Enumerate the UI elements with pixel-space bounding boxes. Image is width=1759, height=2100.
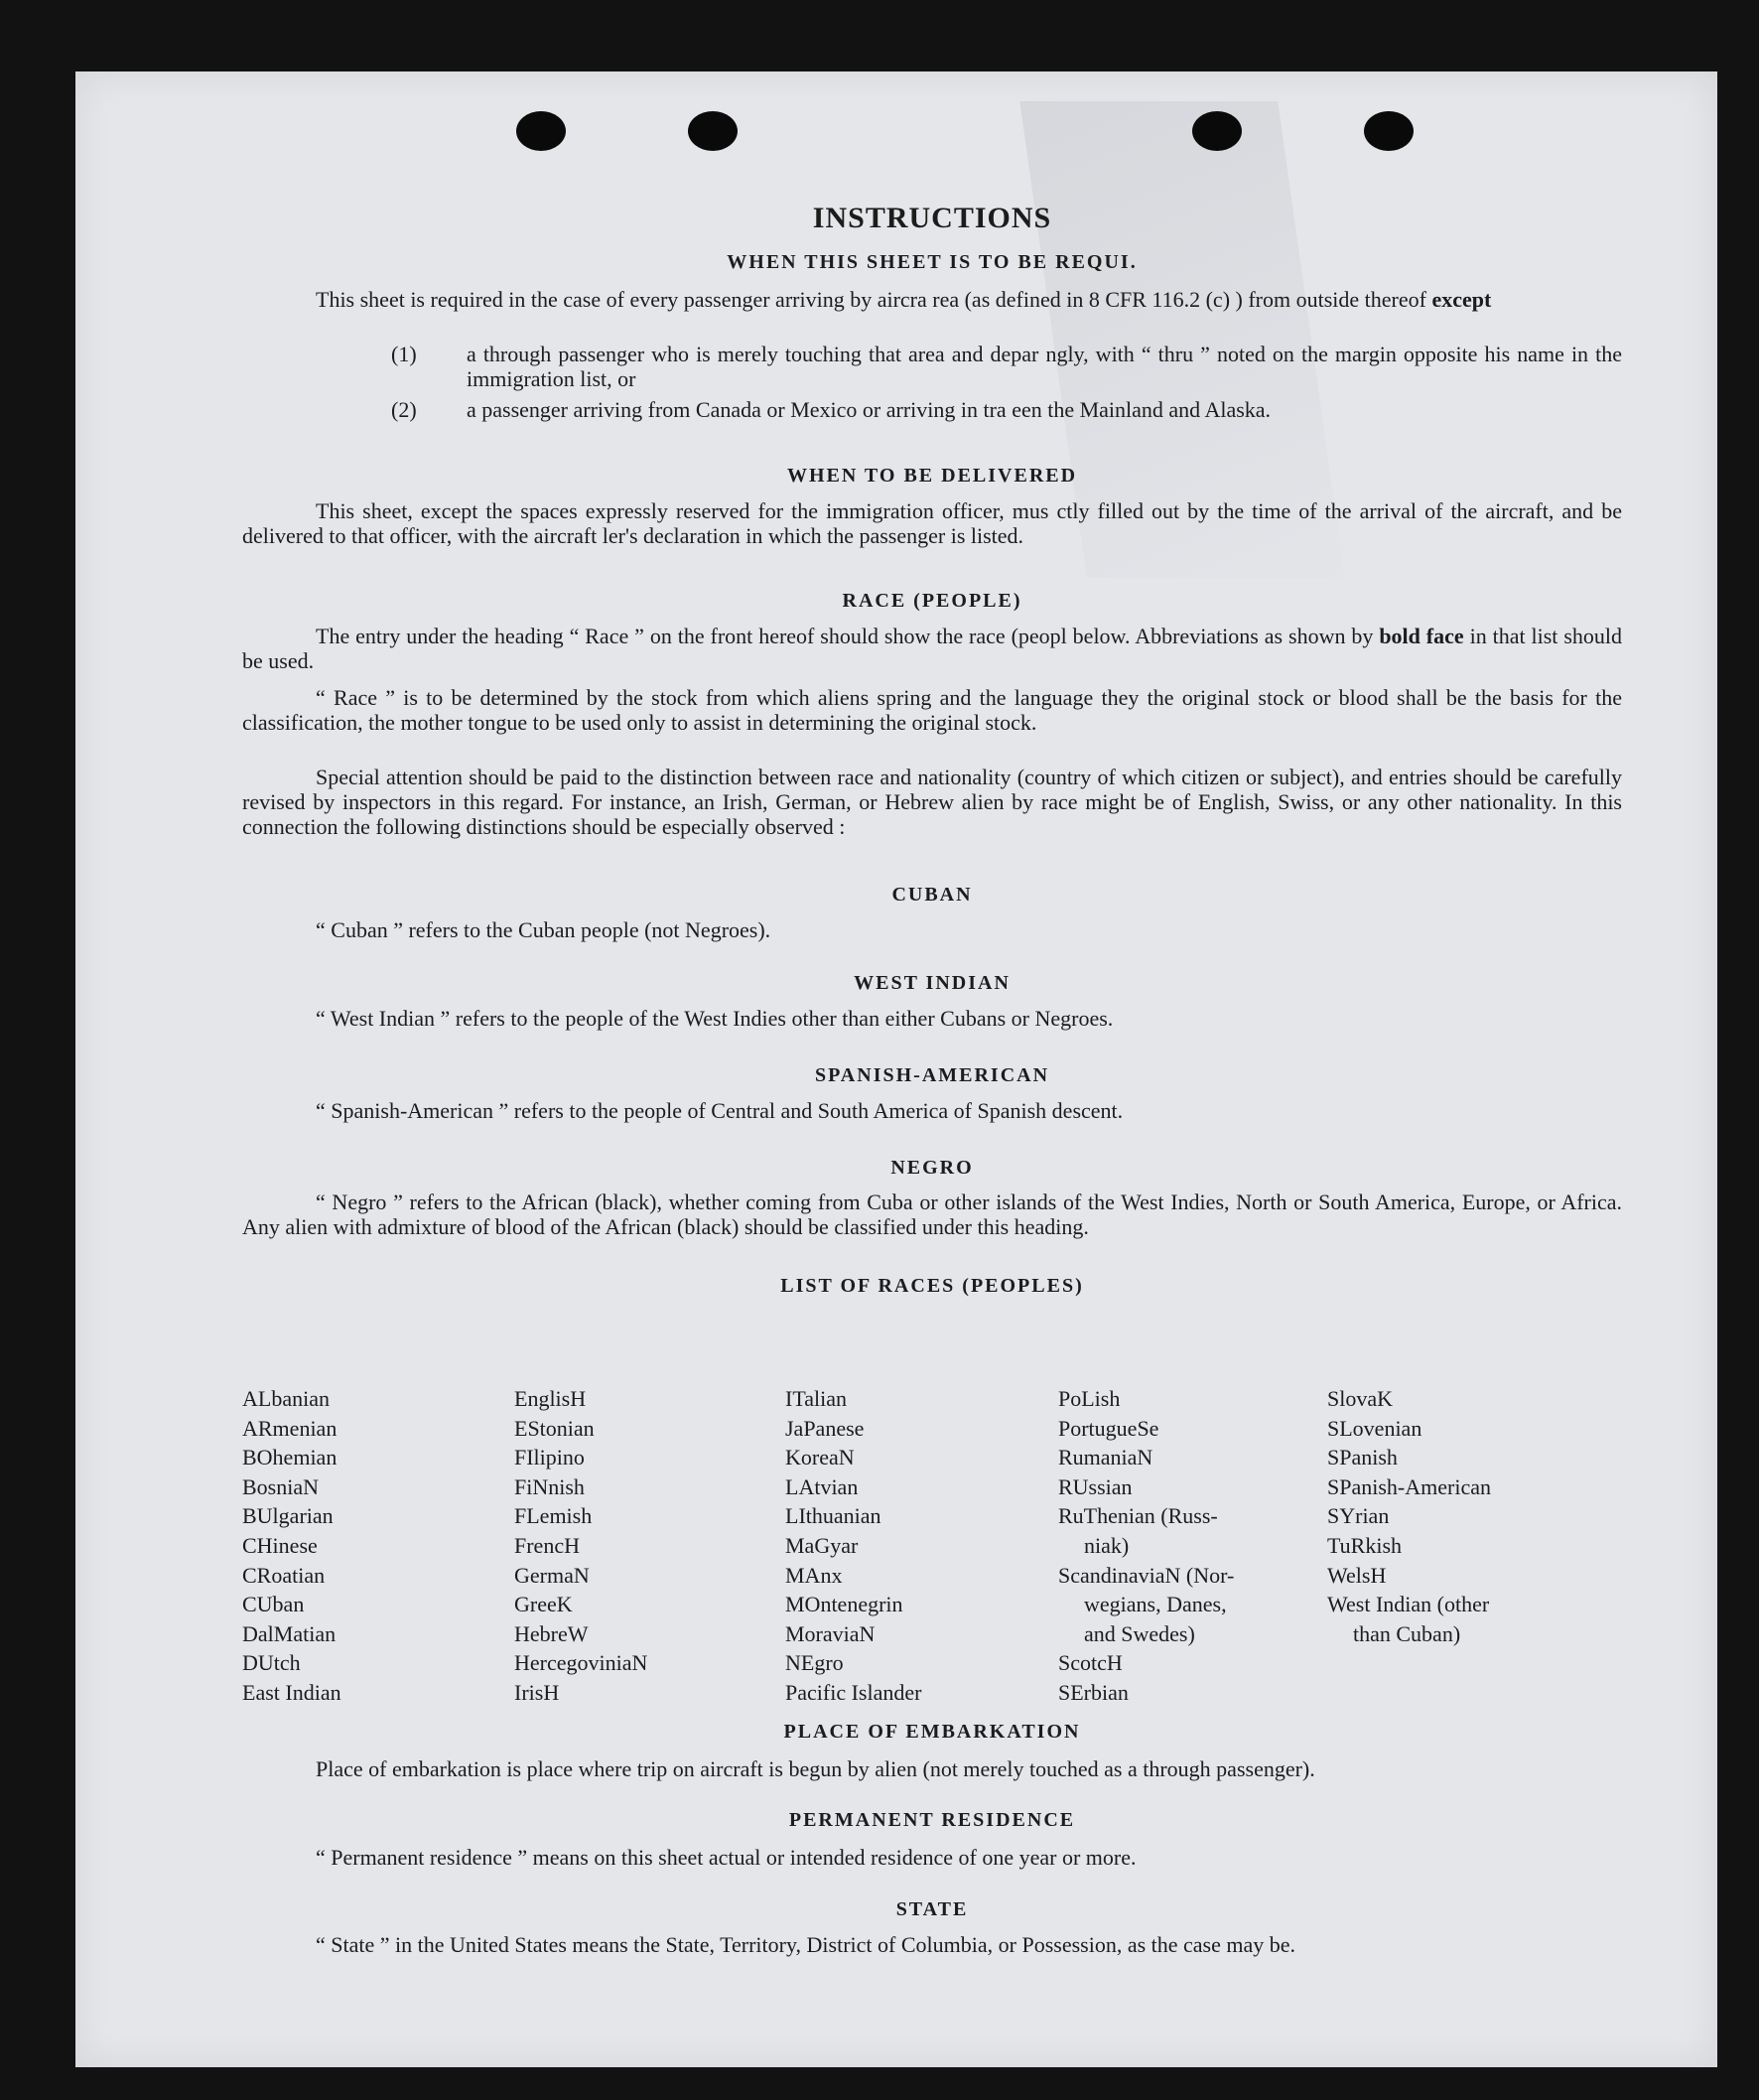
page-title: INSTRUCTIONS [812,202,1052,234]
race-entry: BOhemian [242,1445,338,1470]
state-text: “ State ” in the United States means the State, Territory, District of Columbia, or Possession, as the case may be. [316,1932,1296,1957]
when-required-intro-text: This sheet is required in the case of every passenger arriving by aircra rea (as defined in 8 CFR 116.2 (c) ) from outside thereof [316,287,1426,312]
when-delivered-text: This sheet, except the spaces expressly reserved for the immigration officer, mus ctly filled out by the time of the arrival of the aircraft, and be delivered to that officer, with the aircraft ler's declaration in which the passenger is listed. [242,498,1622,548]
race-entry: CRoatian [242,1562,326,1588]
races-column-5 [1327,1384,1585,1648]
heading-race: RACE (PEOPLE) [842,590,1022,612]
race-entry: ALbanian [242,1386,330,1411]
race-entry: SPanish [1327,1445,1398,1470]
heading-negro: NEGRO [890,1157,974,1179]
negro-text: “ Negro ” refers to the African (black), whether coming from Cuba or other islands of the West Indies, North or South America, Europe, or Africa. Any alien with admixture of blood of the African (black) should be classified under this heading. [242,1190,1622,1239]
race-entry: GreeK [514,1592,573,1617]
when-required-except: except [1431,287,1492,312]
embarkation-text: Place of embarkation is place where trip on aircraft is begun by alien (not merely touched as a through passenger). [316,1756,1315,1781]
race-entry: TuRkish [1327,1532,1403,1558]
race-entry: HebreW [514,1620,589,1646]
cuban-text: “ Cuban ” refers to the Cuban people (not Negroes). [316,917,771,942]
punch-hole-2 [688,111,738,151]
document-page [75,71,1717,2067]
race-p1-bold: bold face [1379,624,1464,648]
race-entry: NEgro [785,1650,844,1676]
race-entry: RumaniaN [1058,1445,1153,1470]
race-entry: GermaN [514,1562,590,1588]
race-paragraph-1 [242,624,1622,673]
punch-hole-3 [1192,111,1242,151]
heading-spanish-american: SPANISH-AMERICAN [814,1064,1050,1086]
race-entry: ScandinaviaN (Nor- [1058,1562,1235,1588]
race-entry-continued: than Cuban) [1353,1620,1461,1646]
heading-permanent-residence: PERMANENT RESIDENCE [788,1809,1076,1831]
race-entry: HercegoviniaN [514,1650,648,1676]
race-entry: ScotcH [1058,1650,1123,1676]
race-entry: East Indian [242,1679,341,1705]
race-entry: DUtch [242,1650,301,1676]
punch-hole-4 [1364,111,1414,151]
race-entry: BosniaN [242,1473,319,1499]
when-required-item-2 [391,397,1622,422]
race-entry: LIthuanian [785,1503,881,1529]
race-p1-end: in that list should be used. [242,624,1623,673]
west-indian-text: “ West Indian ” refers to the people of the West Indies other than either Cubans or Negroes. [316,1006,1114,1031]
spanish-american-text: “ Spanish-American ” refers to the people of Central and South America of Spanish descent. [316,1098,1124,1123]
race-p1-text: The entry under the heading “ Race ” on the front hereof should show the race (peopl below. Abbreviations as shown by [316,624,1374,648]
race-entry: BUlgarian [242,1503,334,1529]
races-column-2 [514,1384,772,1708]
race-entry: RuThenian (Russ- [1058,1503,1218,1529]
heading-when-delivered: WHEN TO BE DELIVERED [786,465,1078,487]
race-entry: EStonian [514,1415,595,1441]
residence-text: “ Permanent residence ” means on this sheet actual or intended residence of one year or more. [316,1845,1137,1870]
item-1-number: (1) [391,342,417,366]
heading-state: STATE [895,1898,969,1920]
race-entry: ITalian [785,1386,847,1411]
race-entry: KoreaN [785,1445,855,1470]
race-entry: WelsH [1327,1562,1387,1588]
when-required-intro [242,287,1622,312]
race-entry: SErbian [1058,1679,1129,1705]
race-entry: FIlipino [514,1445,585,1470]
race-entry: CUban [242,1592,305,1617]
item-2-number: (2) [391,397,417,422]
race-entry: SLovenian [1327,1415,1422,1441]
when-required-item-1 [391,342,1622,391]
race-entry: SlovaK [1327,1386,1393,1411]
race-entry: FrencH [514,1532,580,1558]
race-entry: JaPanese [785,1415,865,1441]
race-entry: West Indian (other [1327,1592,1490,1617]
race-entry: MAnx [785,1562,843,1588]
race-entry: Pacific Islander [785,1679,922,1705]
race-entry: MaGyar [785,1532,859,1558]
heading-list-of-races: LIST OF RACES (PEOPLES) [780,1275,1084,1297]
race-paragraph-3: Special attention should be paid to the distinction between race and nationality (country of which citizen or subject), and entries should be carefully revised by inspectors in this regard. For instance, an Irish, German, or Hebrew alien by race might be of English, Swiss, or any other nationality. In this connection the following distinctions should be especially observed : [242,765,1622,839]
race-entry-continued: and Swedes) [1084,1620,1195,1646]
race-entry: SYrian [1327,1503,1390,1529]
race-entry: LAtvian [785,1473,859,1499]
heading-west-indian: WEST INDIAN [854,972,1011,994]
race-entry: FiNnish [514,1473,585,1499]
item-2-text: a passenger arriving from Canada or Mexico or arriving in tra een the Mainland and Alaska. [467,397,1272,422]
heading-when-required: WHEN THIS SHEET IS TO BE REQUI. [727,251,1138,273]
race-entry: IrisH [514,1679,560,1705]
race-entry: FLemish [514,1503,593,1529]
race-entry: RUssian [1058,1473,1133,1499]
race-entry-continued: niak) [1084,1532,1130,1558]
punch-hole-1 [516,111,566,151]
race-entry: DalMatian [242,1620,337,1646]
race-entry: PoLish [1058,1386,1121,1411]
race-entry: ARmenian [242,1415,338,1441]
race-entry: MoraviaN [785,1620,876,1646]
race-entry: CHinese [242,1532,318,1558]
races-column-3 [785,1384,1043,1708]
race-entry: EnglisH [514,1386,587,1411]
races-column-1 [242,1384,500,1708]
item-1-text: a through passenger who is merely touching that area and depar ngly, with “ thru ” noted on the margin opposite his name in the immigration list, or [467,342,1622,391]
race-paragraph-2: “ Race ” is to be determined by the stock from which aliens spring and the language they the original stock or blood shall be the basis for the classification, the mother tongue to be used only to assist in determining the original stock. [242,685,1622,735]
race-entry-continued: wegians, Danes, [1084,1592,1227,1617]
race-entry: SPanish-American [1327,1473,1491,1499]
heading-place-of-embarkation: PLACE OF EMBARKATION [783,1721,1081,1743]
heading-cuban: CUBAN [891,884,973,906]
race-entry: MOntenegrin [785,1592,903,1617]
races-column-4 [1058,1384,1316,1708]
race-entry: PortugueSe [1058,1415,1159,1441]
